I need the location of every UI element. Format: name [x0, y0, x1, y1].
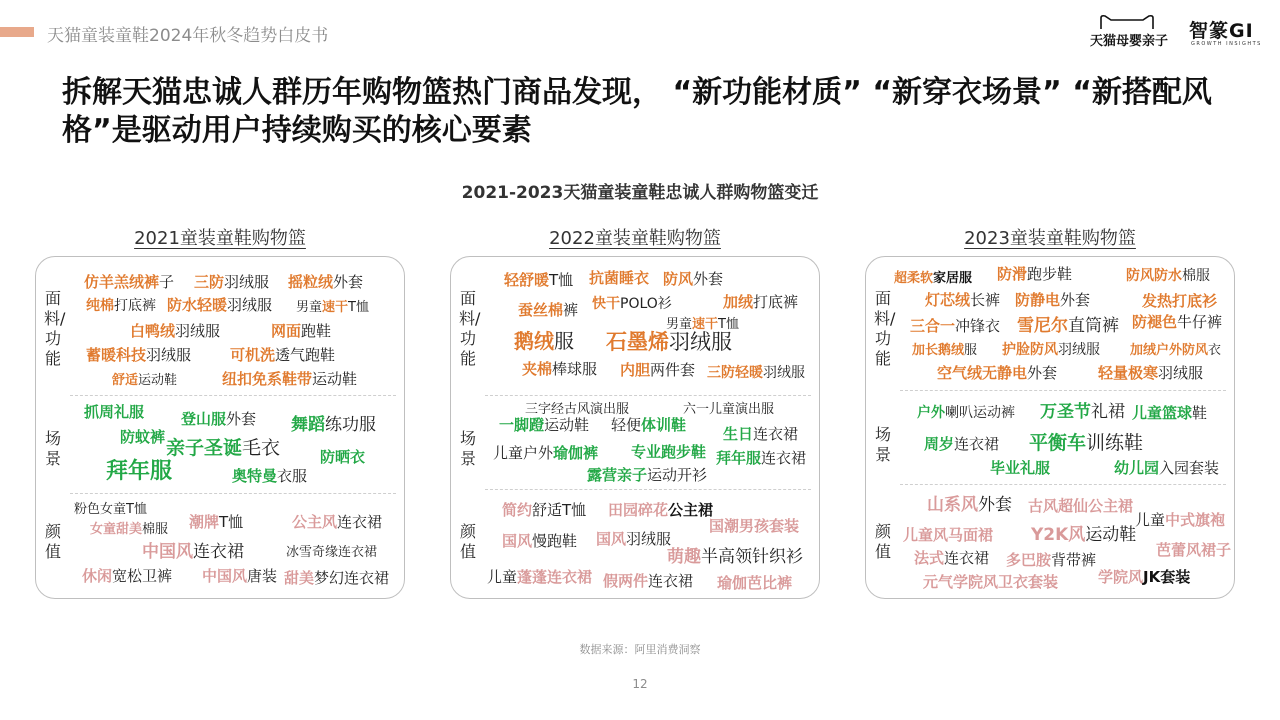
section-divider	[70, 395, 396, 396]
word-item: 奥特曼衣服	[232, 467, 308, 485]
word-item: 万圣节礼裙	[1040, 402, 1125, 422]
basket-panel-2022	[450, 256, 820, 599]
word-item: 舒适运动鞋	[112, 373, 178, 388]
word-item: 古风超仙公主裙	[1028, 497, 1134, 515]
word-item: 芭蕾风裙子	[1156, 541, 1232, 559]
word-item: 瑜伽芭比裤	[717, 574, 793, 592]
word-item: 学院风JK套装	[1098, 568, 1191, 586]
word-item: 雪尼尔直筒裤	[1017, 316, 1119, 336]
word-item: 抓周礼服	[84, 403, 145, 421]
word-item: 防褪色牛仔裤	[1132, 313, 1223, 331]
word-item: 山系风外套	[927, 495, 1012, 515]
word-item: 多巴胺背带裤	[1006, 551, 1097, 569]
word-item: 加长鹅绒服	[912, 343, 978, 358]
panel-title-2022: 2022童装童鞋购物篮	[549, 228, 721, 249]
basket-panel-2023	[865, 256, 1235, 599]
data-source: 数据来源：阿里消费洞察	[579, 643, 701, 656]
word-item: 休闲宽松卫裤	[82, 567, 173, 585]
word-item: 男童速干T恤	[666, 317, 739, 332]
word-item: 快干POLO衫	[592, 296, 672, 312]
word-item: 中国风唐装	[202, 567, 278, 585]
word-item: 防风防水棉服	[1126, 268, 1210, 284]
word-item: 露营亲子运动开衫	[587, 466, 708, 484]
word-item: 儿童户外瑜伽裤	[493, 444, 599, 462]
word-item: 儿童风马面裙	[903, 526, 994, 544]
category-label-scene: 场景	[44, 429, 61, 468]
figure-subtitle: 2021-2023天猫童装童鞋忠诚人群购物篮变迁	[461, 183, 819, 203]
word-item: 蚕丝棉裤	[518, 301, 579, 319]
word-item: 男童速干T恤	[296, 300, 369, 315]
word-item: 防滑跑步鞋	[997, 265, 1073, 283]
category-label-scene: 场景	[459, 429, 476, 468]
word-item: 国风慢跑鞋	[502, 532, 578, 550]
word-item: 拜年服	[106, 459, 173, 484]
section-divider	[485, 489, 811, 490]
word-item: 拜年服连衣裙	[716, 449, 807, 467]
word-item: 纽扣免系鞋带运动鞋	[222, 370, 358, 388]
basket-panel-2021	[35, 256, 405, 599]
word-item: 发热打底衫	[1142, 292, 1218, 310]
word-item: 潮牌T恤	[189, 513, 244, 531]
category-label-style: 颜值	[874, 522, 891, 561]
word-item: 国潮男孩套装	[709, 517, 800, 535]
word-item: 可机洗透气跑鞋	[230, 346, 336, 364]
word-item: 周岁连衣裙	[924, 435, 1000, 453]
word-item: 毕业礼服	[990, 459, 1051, 477]
word-item: 石墨烯羽绒服	[606, 330, 732, 354]
word-item: 专业跑步鞋	[631, 443, 707, 461]
word-item: 户外喇叭运动裤	[917, 405, 1015, 421]
word-item: 摇粒绒外套	[288, 273, 364, 291]
section-divider	[900, 390, 1226, 391]
gi-logo	[1189, 16, 1269, 52]
page-number: 12	[632, 677, 648, 691]
word-item: 假两件连衣裙	[603, 572, 694, 590]
word-item: 公主风连衣裙	[292, 513, 383, 531]
category-label-style: 颜值	[459, 522, 476, 561]
word-item: 舞蹈练功服	[291, 415, 376, 435]
word-item: 夹棉棒球服	[522, 360, 598, 378]
category-label-function: 面料/功能	[459, 289, 481, 368]
word-item: 三合一冲锋衣	[910, 317, 1001, 335]
category-label-function: 面料/功能	[44, 289, 66, 368]
document-title: 天猫童装童鞋2024年秋冬趋势白皮书	[47, 26, 329, 46]
word-item: 蓄暖科技羽绒服	[86, 346, 192, 364]
word-item: 鹅绒服	[514, 329, 574, 353]
word-item: 加绒打底裤	[723, 293, 799, 311]
word-item: 三字经古风演出服	[525, 402, 630, 417]
section-divider	[70, 493, 396, 494]
tmall-cat-icon	[1097, 14, 1157, 30]
word-item: 三防羽绒服	[194, 273, 270, 291]
word-item: 内胆两件套	[620, 361, 696, 379]
word-item: 防风外套	[663, 270, 724, 288]
word-item: 仿羊羔绒裤子	[84, 273, 175, 291]
word-item: 超柔软家居服	[894, 271, 973, 286]
word-item: Y2K风运动鞋	[1031, 525, 1137, 545]
panel-title-2023: 2023童装童鞋购物篮	[964, 228, 1136, 249]
word-item: 防静电外套	[1015, 291, 1091, 309]
word-item: 简约舒适T恤	[502, 501, 587, 519]
header-accent-bar	[0, 27, 34, 37]
word-item: 网面跑鞋	[271, 322, 332, 340]
word-item: 抗菌睡衣	[589, 269, 650, 287]
word-item: 田园碎花公主裙	[608, 501, 714, 519]
category-label-style: 颜值	[44, 522, 61, 561]
word-item: 女童甜美棉服	[90, 522, 169, 537]
word-item: 粉色女童T恤	[74, 502, 147, 517]
word-item: 国风羽绒服	[596, 530, 672, 548]
word-item: 亲子圣诞毛衣	[166, 437, 281, 459]
word-item: 空气绒无静电外套	[937, 364, 1058, 382]
word-item: 元气学院风卫衣套装	[923, 573, 1059, 591]
word-item: 甜美梦幻连衣裙	[284, 569, 390, 587]
section-divider	[900, 484, 1226, 485]
category-label-scene: 场景	[874, 425, 891, 464]
word-item: 防蚊裤	[120, 428, 166, 446]
word-item: 平衡车训练鞋	[1029, 432, 1144, 454]
headline: 拆解天猫忠诚人群历年购物篮热门商品发现， “新功能材质” “新穿衣场景” “新搭配风格”是驱动用户持续购买的核心要素	[62, 75, 1212, 148]
word-item: 轻舒暖T恤	[504, 271, 574, 289]
word-item: 加绒户外防风衣	[1130, 343, 1222, 358]
word-item: 幼儿园入园套装	[1114, 459, 1220, 477]
word-item: 儿童中式旗袍	[1135, 511, 1226, 529]
word-item: 儿童蓬蓬连衣裙	[487, 568, 593, 586]
word-item: 生日连衣裙	[723, 425, 799, 443]
word-item: 灯芯绒长裤	[925, 291, 1001, 309]
word-item: 登山服外套	[181, 410, 257, 428]
word-item: 三防轻暖羽绒服	[707, 365, 805, 381]
word-item: 护脸防风羽绒服	[1002, 342, 1100, 358]
tmall-logo-text: 天猫母婴亲子	[1089, 34, 1168, 49]
word-item: 中国风连衣裙	[142, 542, 244, 562]
word-item: 六一儿童演出服	[683, 402, 775, 417]
word-item: 防水轻暖羽绒服	[167, 296, 273, 314]
tmall-logo	[1083, 14, 1175, 50]
word-item: 萌趣半高领针织衫	[667, 547, 803, 567]
word-item: 一脚蹬运动鞋	[499, 416, 590, 434]
word-item: 防晒衣	[320, 448, 366, 466]
word-item: 白鸭绒羽绒服	[130, 322, 221, 340]
word-item: 轻便体训鞋	[611, 416, 687, 434]
word-item: 纯棉打底裤	[86, 298, 156, 314]
gi-logo-sub: GROWTH INSIGHTS	[1191, 41, 1262, 47]
word-item: 法式连衣裙	[914, 549, 990, 567]
gi-logo-main: 智篆GI	[1189, 20, 1254, 42]
word-item: 冰雪奇缘连衣裙	[286, 545, 378, 560]
panel-title-2021: 2021童装童鞋购物篮	[134, 228, 306, 249]
section-divider	[485, 395, 811, 396]
word-item: 儿童篮球鞋	[1132, 404, 1208, 422]
category-label-function: 面料/功能	[874, 289, 896, 368]
word-item: 轻量极寒羽绒服	[1098, 364, 1204, 382]
